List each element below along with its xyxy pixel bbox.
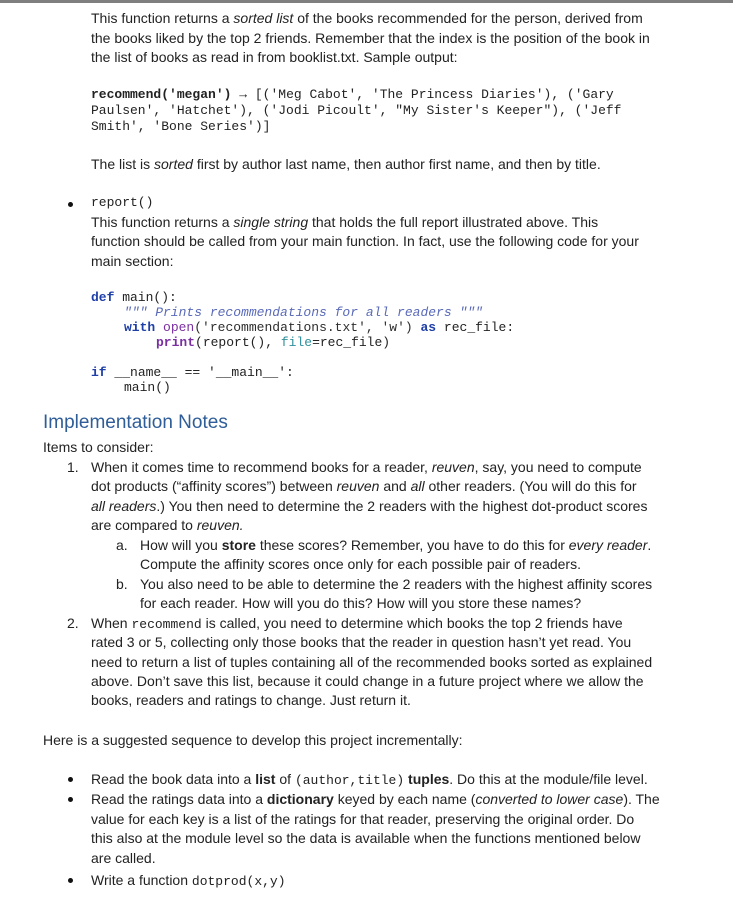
- report-function-name: report(): [91, 195, 154, 210]
- sequence-bullet-2-line-2: value for each key is a list of the ratings for that reader, preserving the original order. Do: [91, 811, 635, 827]
- bullet-report: [68, 202, 73, 207]
- item-1b-line-1: You also need to be able to determine the 2 readers with the highest affinity scores: [140, 576, 653, 592]
- item-2-number: 2.: [67, 615, 79, 631]
- code-main-call: main(): [124, 380, 171, 395]
- item-1a-label: a.: [116, 537, 128, 553]
- intro-line-2: the books liked by the top 2 friends. Remember that the index is the position of the book in: [91, 30, 650, 46]
- report-line-2: function should be called from your main function. In fact, use the following code for your: [91, 233, 639, 249]
- item-1-number: 1.: [67, 459, 79, 475]
- sequence-bullet-2-line-1: Read the ratings data into a dictionary keyed by each name (converted to lower case). The: [91, 791, 660, 807]
- sequence-bullet-2-line-3: this also at the module level so the data is available when the functions mentioned below: [91, 830, 641, 846]
- intro-line-3: the list of books as read in from booklist.txt. Sample output:: [91, 49, 458, 65]
- item-1b-label: b.: [116, 576, 128, 592]
- sample-output-line-3: Smith', 'Bone Series')]: [91, 119, 271, 134]
- item-2-line-3: need to return a list of tuples containing all of the recommended books sorted as explained: [91, 654, 653, 670]
- code-docstring: """ Prints recommendations for all readers """: [124, 305, 483, 320]
- item-1a-line-2: Compute the affinity scores once only for each possible pair of readers.: [140, 556, 581, 572]
- bullet-read-ratings: [68, 797, 73, 802]
- bullet-dotprod: [68, 878, 73, 883]
- item-1-line-3: all readers.) You then need to determine the 2 readers with the highest dot-product scores: [91, 498, 648, 514]
- item-2-line-2: rated 3 or 5, collecting only those books that the reader in question hasn’t yet read. You: [91, 634, 632, 650]
- report-line-3: main section:: [91, 253, 174, 269]
- bullet-read-books: [68, 777, 73, 782]
- code-if-name-main: if __name__ == '__main__':: [91, 365, 294, 380]
- code-print: print(report(), file=rec_file): [156, 335, 391, 350]
- item-1-line-1: When it comes time to recommend books for a reader, reuven, say, you need to compute: [91, 459, 642, 475]
- sample-output-line-1: recommend('megan') → [('Meg Cabot', 'The Princess Diaries'), ('Gary: [91, 87, 614, 102]
- intro-line-1: This function returns a sorted list of the books recommended for the person, derived from: [91, 10, 643, 26]
- sequence-bullet-3: Write a function dotprod(x,y): [91, 872, 286, 889]
- code-def-main: def main():: [91, 290, 177, 305]
- sequence-intro: Here is a suggested sequence to develop this project incrementally:: [43, 732, 463, 748]
- report-line-1: This function returns a single string that holds the full report illustrated above. This: [91, 214, 599, 230]
- sorted-note: The list is sorted first by author last name, then author first name, and then by title.: [91, 156, 601, 172]
- sequence-bullet-2-line-4: are called.: [91, 850, 156, 866]
- item-1b-line-2: for each reader. How will you do this? How will you store these names?: [140, 595, 582, 611]
- item-2-line-1: When recommend is called, you need to determine which books the top 2 friends have: [91, 615, 623, 632]
- item-2-line-5: books, readers and ratings to change. Just return it.: [91, 692, 411, 708]
- item-1-line-2: dot products (“affinity scores”) between reuven and all other readers. (You will do this for: [91, 478, 637, 494]
- items-to-consider-label: Items to consider:: [43, 439, 154, 455]
- page-top-rule: [0, 0, 733, 3]
- item-2-line-4: above. Don’t save this list, because it could change in a future project where we allow the: [91, 673, 644, 689]
- sample-output-line-2: Paulsen', 'Hatchet'), ('Jodi Picoult', "My Sister's Keeper"), ('Jeff: [91, 103, 622, 118]
- code-with-open: with open('recommendations.txt', 'w') as rec_file:: [124, 320, 515, 335]
- item-1-line-4: are compared to reuven.: [91, 517, 244, 533]
- sequence-bullet-1: Read the book data into a list of (author,title) tuples. Do this at the module/file level.: [91, 771, 648, 788]
- item-1a-line-1: How will you store these scores? Remember, you have to do this for every reader.: [140, 537, 652, 553]
- implementation-notes-heading: Implementation Notes: [43, 412, 228, 433]
